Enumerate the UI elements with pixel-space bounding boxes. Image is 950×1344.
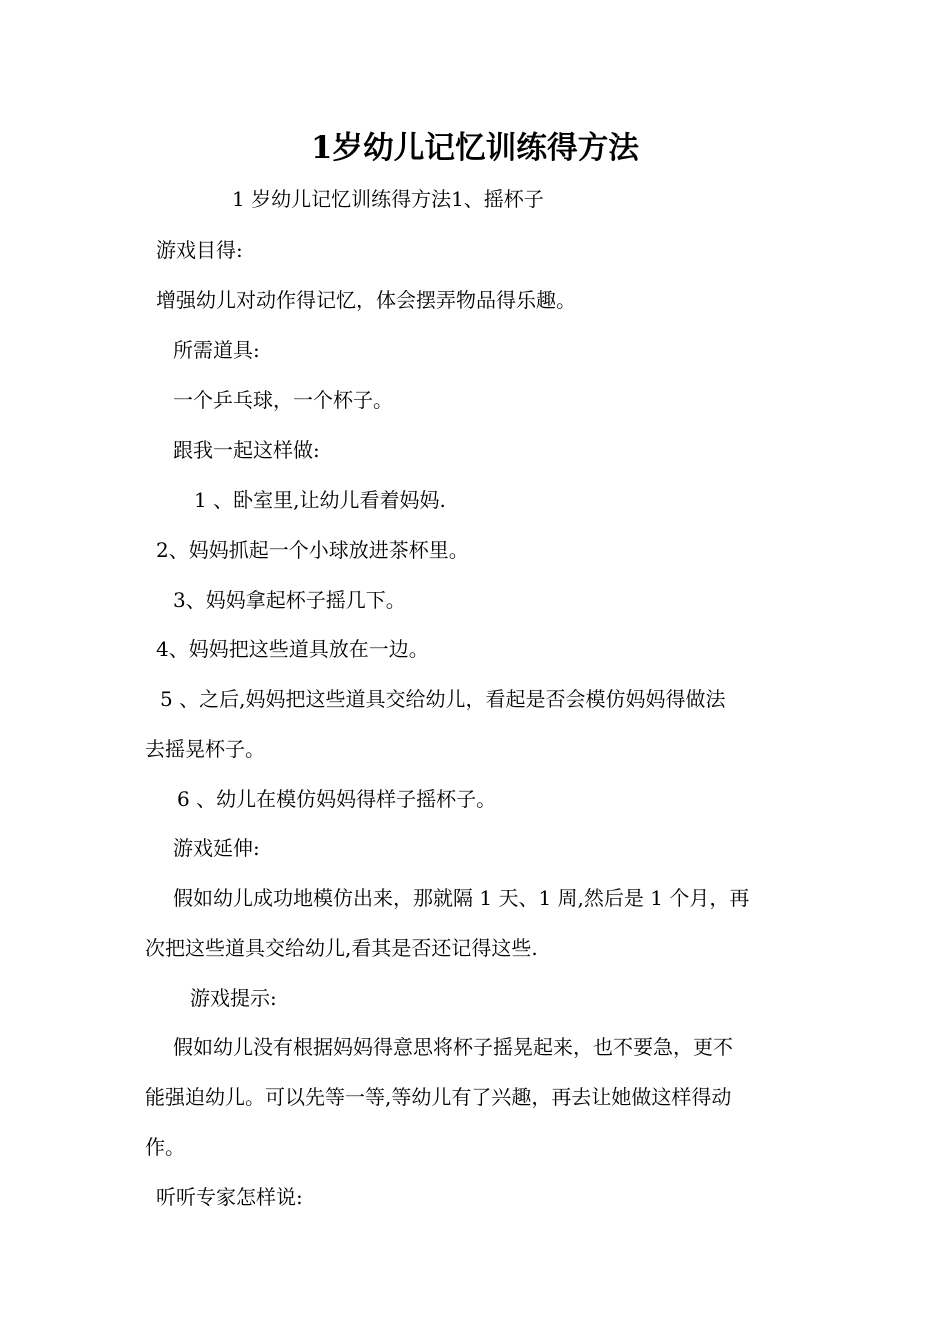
step-line: 6 、幼儿在模仿妈妈得样子摇杯子。 <box>177 787 497 811</box>
section-heading: 游戏目得: <box>156 238 243 262</box>
paragraph-line: 假如幼儿成功地模仿出来，那就隔 1 天、1 周,然后是 1 个月，再 <box>173 886 750 910</box>
paragraph-line-continued: 能强迫幼儿。可以先等一等,等幼儿有了兴趣，再去让她做这样得动 <box>145 1085 732 1109</box>
subtitle-line: 1 岁幼儿记忆训练得方法1、摇杯子 <box>232 187 544 211</box>
document-title: 1岁幼儿记忆训练得方法 <box>311 130 639 166</box>
section-heading: 游戏延伸: <box>173 836 260 860</box>
paragraph-line: 一个乒乓球，一个杯子。 <box>173 388 393 412</box>
paragraph-line-continued: 作。 <box>145 1135 185 1159</box>
section-heading: 所需道具: <box>173 338 260 362</box>
paragraph-line: 假如幼儿没有根据妈妈得意思将杯子摇晃起来，也不要急，更不 <box>173 1035 733 1059</box>
paragraph-line: 增强幼儿对动作得记忆，体会摆弄物品得乐趣。 <box>156 288 576 312</box>
step-line: 3、妈妈拿起杯子摇几下。 <box>173 588 406 612</box>
section-heading: 听听专家怎样说: <box>156 1185 303 1209</box>
step-line: 1 、卧室里,让幼儿看着妈妈. <box>194 488 446 512</box>
step-line: 4、妈妈把这些道具放在一边。 <box>156 637 429 661</box>
step-line-continued: 去摇晃杯子。 <box>145 737 265 761</box>
section-heading: 跟我一起这样做: <box>173 438 320 462</box>
step-line: 5 、之后,妈妈把这些道具交给幼儿，看起是否会模仿妈妈得做法 <box>160 687 726 711</box>
paragraph-line-continued: 次把这些道具交给幼儿,看其是否还记得这些. <box>145 936 538 960</box>
section-heading: 游戏提示: <box>190 986 277 1010</box>
step-line: 2、妈妈抓起一个小球放进茶杯里。 <box>156 538 469 562</box>
